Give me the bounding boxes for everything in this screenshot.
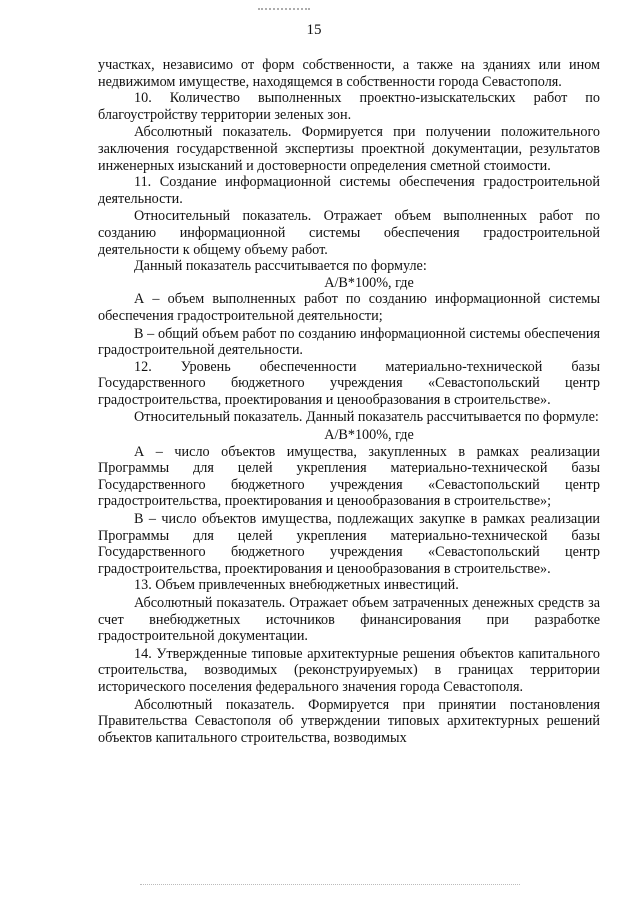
scan-artifact <box>140 884 520 885</box>
paragraph: Относительный показатель. Отражает объем выполненных работ по созданию информационной системы обеспечения градостроительной деятельности к общему объему работ. <box>98 208 600 258</box>
formula-definition: В – число объектов имущества, подлежащих закупке в рамках реализации Программы для целей укрепления материально-технической базы Государственного бюджетного учреждения «Севастопольский центр градостроительства, проектирования и ценообразования в строительстве». <box>98 511 600 577</box>
page-number: 15 <box>306 22 322 38</box>
indicator-heading: 10. Количество выполненных проектно-изыскательских работ по благоустройству территории зеленых зон. <box>98 90 600 123</box>
formula-definition: А – число объектов имущества, закупленных в рамках реализации Программы для целей укрепления материально-технической базы Государственного бюджетного учреждения «Севастопольский центр градостроительства, проектирования и ценообразования в строительстве»; <box>98 443 600 510</box>
paragraph: Данный показатель рассчитывается по формуле: <box>134 258 427 275</box>
indicator-heading: 14. Утвержденные типовые архитектурные решения объектов капитального строительства, возводимых (реконструируемых) в границах территории исторического поселения федерального значения города Севастополя. <box>98 645 600 695</box>
paragraph: Абсолютный показатель. Формируется при принятии постановления Правительства Севастополя об утверждении типовых архитектурных решений объектов капитального строительства, возводимых <box>98 696 600 746</box>
paragraph: участках, независимо от форм собственности, а также на зданиях или ином недвижимом имуществе, находящемся в собственности города Севастополя. <box>98 57 600 90</box>
scan-artifact <box>258 0 310 10</box>
indicator-heading: 13. Объем привлеченных внебюджетных инвестиций. <box>134 577 459 594</box>
formula-definition: В – общий объем работ по созданию информационной системы обеспечения градостроительной деятельности. <box>98 325 600 359</box>
indicator-heading: 11. Создание информационной системы обеспечения градостроительной деятельности. <box>98 174 600 207</box>
formula: А/В*100%, где <box>324 427 414 444</box>
formula: А/В*100%, где <box>324 274 414 291</box>
formula-definition: А – объем выполненных работ по созданию информационной системы обеспечения градостроительной деятельности; <box>98 291 600 324</box>
indicator-heading: 12. Уровень обеспеченности материально-технической базы Государственного бюджетного учреждения «Севастопольский центр градостроительства, проектирования и ценообразования в строительстве». <box>98 358 600 408</box>
paragraph: Относительный показатель. Данный показатель рассчитывается по формуле: <box>134 409 599 426</box>
paragraph: Абсолютный показатель. Отражает объем затраченных денежных средств за счет внебюджетных источников финансирования при разработке градостроительной документации. <box>98 595 600 645</box>
document-body <box>98 57 600 746</box>
paragraph: Абсолютный показатель. Формируется при получении положительного заключения государственной экспертизы проектной документации, результатов инженерных изысканий и достоверности определения сметной стоимости. <box>98 124 600 174</box>
